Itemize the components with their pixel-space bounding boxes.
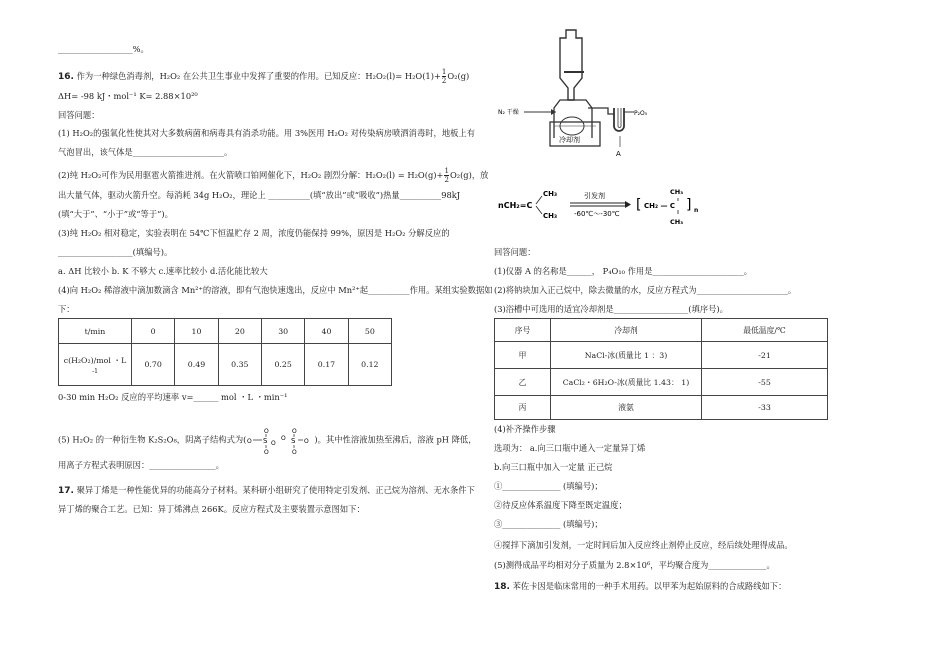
table-cell: 30 [261,319,304,344]
svg-text:O: O [247,438,253,445]
svg-text:O: O [292,449,298,455]
part-5-line: (5)测得成品平均相对分子质量为 2.8×10⁶，平均聚合度为______________。 [494,560,775,570]
part-4-option-a: 选项为： a.向三口瓶中通入一定量异丁烯 [494,443,646,453]
svg-text:]: ] [686,197,692,213]
step-1: ①______________ (填编号)； [494,481,603,491]
part-4-option-b: b.向三口瓶中加入一定量 正己烷 [494,462,613,472]
concentration-table: t/min 0 10 20 30 40 50 c(H₂O₂)/mol ・L -1 0.70 0.49 0.35 0.25 0.17 0.12 [58,318,392,386]
svg-text:O: O [304,438,310,445]
table-cell: 0.49 [175,344,218,386]
table-cell: 20 [218,319,261,344]
question-17-line-b: 异丁烯的聚合工艺。已知：异丁烯沸点 266K。反应方程式及主要装置示意图如下： [58,504,365,514]
polymerization-equation [498,184,738,230]
svg-text:n: n [694,207,699,214]
table-cell: 0.12 [348,344,391,386]
answer-prompt: 回答问题： [494,247,536,257]
question-number: 16. [58,72,74,82]
part-3-options: a. ΔH 比较小 b. K 不够大 c.速率比较小 d.活化能比较大 [58,266,268,276]
step-2: ②待反应体系温度下降至既定温度； [494,500,627,510]
svg-text:S: S [291,437,296,445]
step-3: ③______________ (填编号)； [494,519,603,529]
persulfate-structure-image [246,425,314,455]
part-3-line: (3)浴槽中可选用的适宜冷却剂是__________________(填序号)。 [494,304,728,314]
apparatus-diagram [496,28,666,168]
svg-text:S: S [263,437,268,445]
fraction-half: $\frac{1}{2}$ [441,68,447,85]
svg-text:O: O [281,435,287,442]
answer-blank-percent: __________________%。 [58,44,149,54]
table-cell: 50 [348,319,391,344]
instrument-a-label: A [616,150,621,158]
svg-text:CH₂ — C: CH₂ — C [644,202,676,210]
part-4-title: (4)补齐操作步骤 [494,424,556,434]
svg-text:nCH₂=C: nCH₂=C [498,201,533,210]
fraction-half: $\frac{1}{2}$ [444,167,449,184]
answer-prompt: 回答问题： [58,110,100,120]
part-2-line-c: (填“大于”、“小于”或“等于”)。 [58,209,173,219]
part-1-line-b: 气泡冒出，该气体是______________________。 [58,147,233,157]
question-number: 17. [58,486,74,496]
table-row: 丙 液氨 -33 [495,396,828,420]
enthalpy-line: ΔH= -98 kJ・mol⁻¹ K= 2.88×10²⁰ [58,91,198,101]
part-5-line-a: (5) H₂O₂ 的一种衍生物 K₂S₂O₈，阴离子结构式为( O O O S O O S O O O )。其中性溶液加热至沸后，溶液 pH 降低， [58,425,477,455]
part-2-line: (2)将钠块加入正己烷中，除去微量的水，反应方程式为______________________。 [494,285,797,295]
part-1-line: (1)仪器 A 的名称是______， P₄O₁₀ 作用是______________________。 [494,266,753,276]
table-row: 乙 CaCl₂・6H₂O-冰(质量比 1.43： 1) -55 [495,369,828,396]
coolant-label: 冷却剂 [559,136,580,144]
part-2-line-b: 出大量气体，驱动火箭升空。每消耗 34g H₂O₂，理论上 __________(填“放出”或“吸收”)热量__________98kJ [58,190,461,200]
table-row: 甲 NaCl-冰(质量比 1 ：3) -21 [495,342,828,369]
p2o5-label: P₂O₅ [634,110,648,117]
part-5-line-b: 用离子方程式表明原因：________________。 [58,460,224,470]
part-4-line-a: (4)向 H₂O₂ 稀溶液中滴加数滴含 Mn²⁺的溶液，即有气泡快速逸出，反应中 Mn²⁺起__________作用。某组实验数据如 [58,285,493,295]
question-17-line-a: 17. 聚异丁烯是一种性能优异的功能高分子材料。某科研小组研究了使用特定引发剂、正己烷为溶剂、无水条件下 [58,485,475,496]
table-cell: 0.25 [261,344,304,386]
table-cell: 0 [132,319,175,344]
svg-text:CH₃: CH₃ [543,212,558,220]
initiator-label: 引发剂 [584,192,605,200]
part-1-line-a: (1) H₂O₂的强氧化性使其对大多数病菌和病毒具有消杀功能。用 3%医用 H₂O₂ 对传染病房喷洒消毒时，地板上有 [58,128,476,138]
question-16-intro: 16. 作为一种绿色消毒剂，H₂O₂ 在公共卫生事业中发挥了重要的作用。已知反应：H₂O₂(l)= H₂O(1)+ $\frac{1}{2}$ O₂(g) [58,68,470,85]
part-3-line-a: (3)纯 H₂O₂ 相对稳定，实验表明在 54℃下恒温贮存 2 周，浓度仍能保持 99%，原因是 H₂O₂ 分解反应的 [58,228,450,238]
svg-text:CH₃: CH₃ [543,190,558,198]
svg-text:[: [ [636,197,642,213]
svg-text:CH₃: CH₃ [670,218,684,226]
svg-text:CH₃: CH₃ [670,188,684,196]
table-cell: 40 [305,319,348,344]
step-4: ④搅拌下滴加引发剂，一定时间后加入反应终止剂停止反应，经后续处理得成品。 [494,540,793,550]
nitrogen-label: N₂ 干燥 [498,109,519,116]
part-3-line-b: __________________(填编号)。 [58,247,173,257]
part-4-rate: 0-30 min H₂O₂ 反应的平均速率 v=______ mol ・L ・min⁻¹ [58,392,288,402]
question-18-line: 18. 苯佐卡因是临床常用的一种手术用药。以甲苯为起始原料的合成路线如下： [494,581,787,592]
table-cell: 0.70 [132,344,175,386]
temperature-range: -60℃～-30℃ [574,210,620,218]
table-cell: 0.17 [305,344,348,386]
svg-text:O: O [292,428,298,435]
table-cell: 0.35 [218,344,261,386]
question-number: 18. [494,582,510,592]
svg-text:O: O [271,440,277,447]
part-2-line-a: (2)纯 H₂O₂可作为民用驱雹火箭推进剂。在火箭喷口铂网催化下，H₂O₂ 剧烈分解：H₂O₂(l) = H₂O(g)+ $\frac{1}{2}$ O₂(g)，放 [58,167,489,184]
table-cell: 10 [175,319,218,344]
svg-text:O: O [264,449,270,455]
coolant-table: 序号 冷却剂 最低温度/℃ 甲 NaCl-冰(质量比 1 ：3) -21 乙 CaCl₂・6H₂O-冰(质量比 1.43： 1) -55 丙 液氨 -33 [494,318,828,420]
svg-text:O: O [264,428,270,435]
row-label: c(H₂O₂)/mol ・L -1 [59,344,132,386]
part-4-line-b: 下： [58,304,75,314]
